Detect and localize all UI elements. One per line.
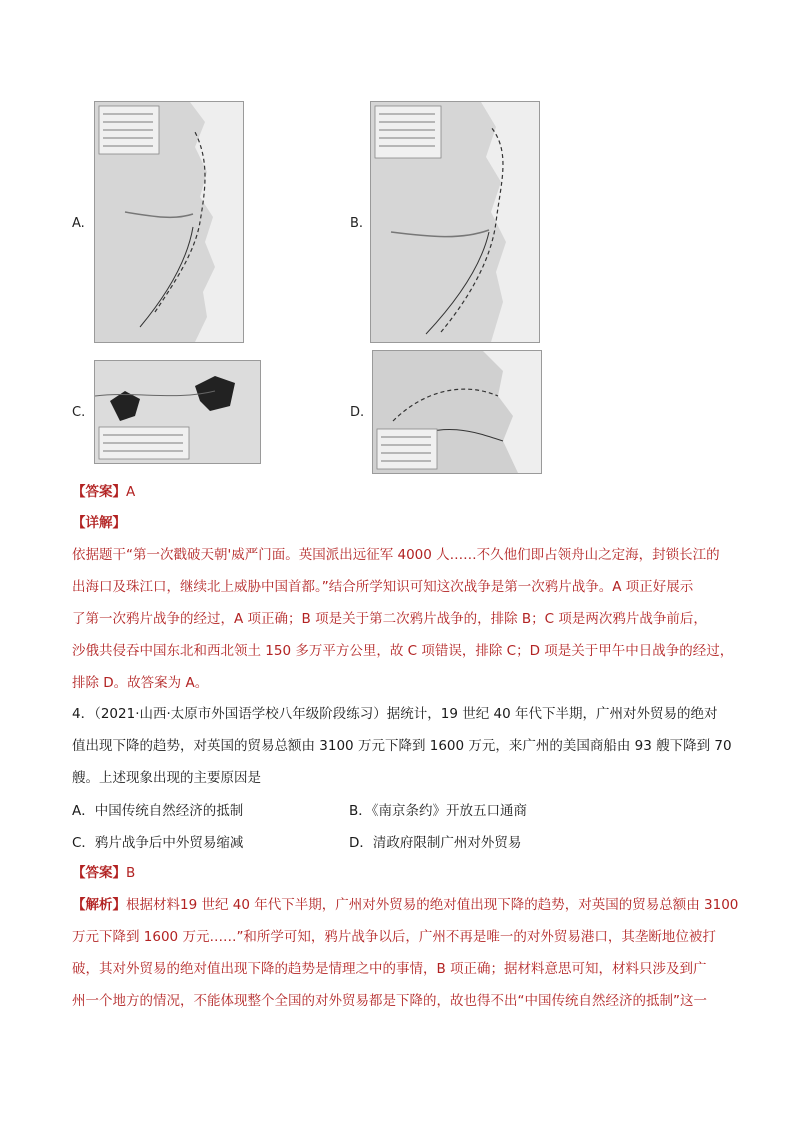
q4-stem-line: 值出现下降的趋势，对英国的贸易总额由 3100 万元下降到 1600 万元，来广州的美国商船由 93 艘下降到 70 [72,738,732,754]
map-option-b [370,101,540,343]
detail-tag: 【详解】 [72,515,126,531]
q3-detail-line: 沙俄共侵吞中国东北和西北领土 150 多万平方公里，故 C 项错误，排除 C；D 项是关于甲午中日战争的经过， [72,643,734,659]
q4-stem-line: 4．（2021·山西·太原市外国语学校八年级阶段练习）据统计，19 世纪 40 年代下半期，广州对外贸易的绝对 [72,706,718,722]
q4-option-b: B．《南京条约》开放五口通商 [349,803,528,819]
analysis-tag: 【解析】 [72,897,126,913]
option-c-label: C. [72,405,86,420]
q3-detail-line: 出海口及珠江口，继续北上威胁中国首都。”结合所学知识可知这次战争是第一次鸦片战争。A 项正好展示 [72,579,694,595]
analysis-text: 根据材料19 世纪 40 年代下半期，广州对外贸易的绝对值出现下降的趋势，对英国的贸易总额由 3100 [126,897,739,913]
q3-detail-line: 依据题干“第一次戳破天朝'威严门面。英国派出远征军 4000 人……不久他们即占领舟山之定海，封锁长江的 [72,547,720,563]
q4-option-c: C．鸦片战争后中外贸易缩减 [72,835,244,851]
answer-value: A [126,484,136,500]
answer-tag: 【答案】 [72,484,126,500]
map-a-graphic [95,102,243,342]
q4-analysis-line: 破，其对外贸易的绝对值出现下降的趋势是情理之中的事情，B 项正确；据材料意思可知，材料只涉及到广 [72,961,707,977]
q3-detail-line: 了第一次鸦片战争的经过，A 项正确；B 项是关于第二次鸦片战争的，排除 B；C 项是两次鸦片战争前后， [72,611,707,627]
q4-option-a: A．中国传统自然经济的抵制 [72,803,244,819]
option-b-label: B. [350,216,364,231]
answer-tag: 【答案】 [72,865,126,881]
map-d-graphic [373,351,541,473]
map-b-graphic [371,102,539,342]
q4-analysis-line-1 [72,894,739,916]
map-option-d [372,350,542,474]
map-c-graphic [95,361,260,463]
q3-detail-line: 排除 D。故答案为 A。 [72,675,209,691]
q4-stem-line: 艘。上述现象出现的主要原因是 [72,770,261,786]
q4-analysis-line: 州一个地方的情况，不能体现整个全国的对外贸易都是下降的，故也得不出“中国传统自然经济的抵制”这一 [72,993,707,1009]
option-d-label: D. [350,405,365,420]
map-option-c [94,360,261,464]
q4-analysis-line: 万元下降到 1600 万元……”和所学可知，鸦片战争以后，广州不再是唯一的对外贸易港口，其垄断地位被打 [72,929,716,945]
map-option-a [94,101,244,343]
q4-answer [72,862,726,884]
q3-answer [72,481,726,503]
q4-option-d: D．清政府限制广州对外贸易 [349,835,522,851]
answer-value: B [126,865,136,881]
option-a-label: A. [72,216,85,231]
q3-detail-heading [72,512,726,534]
